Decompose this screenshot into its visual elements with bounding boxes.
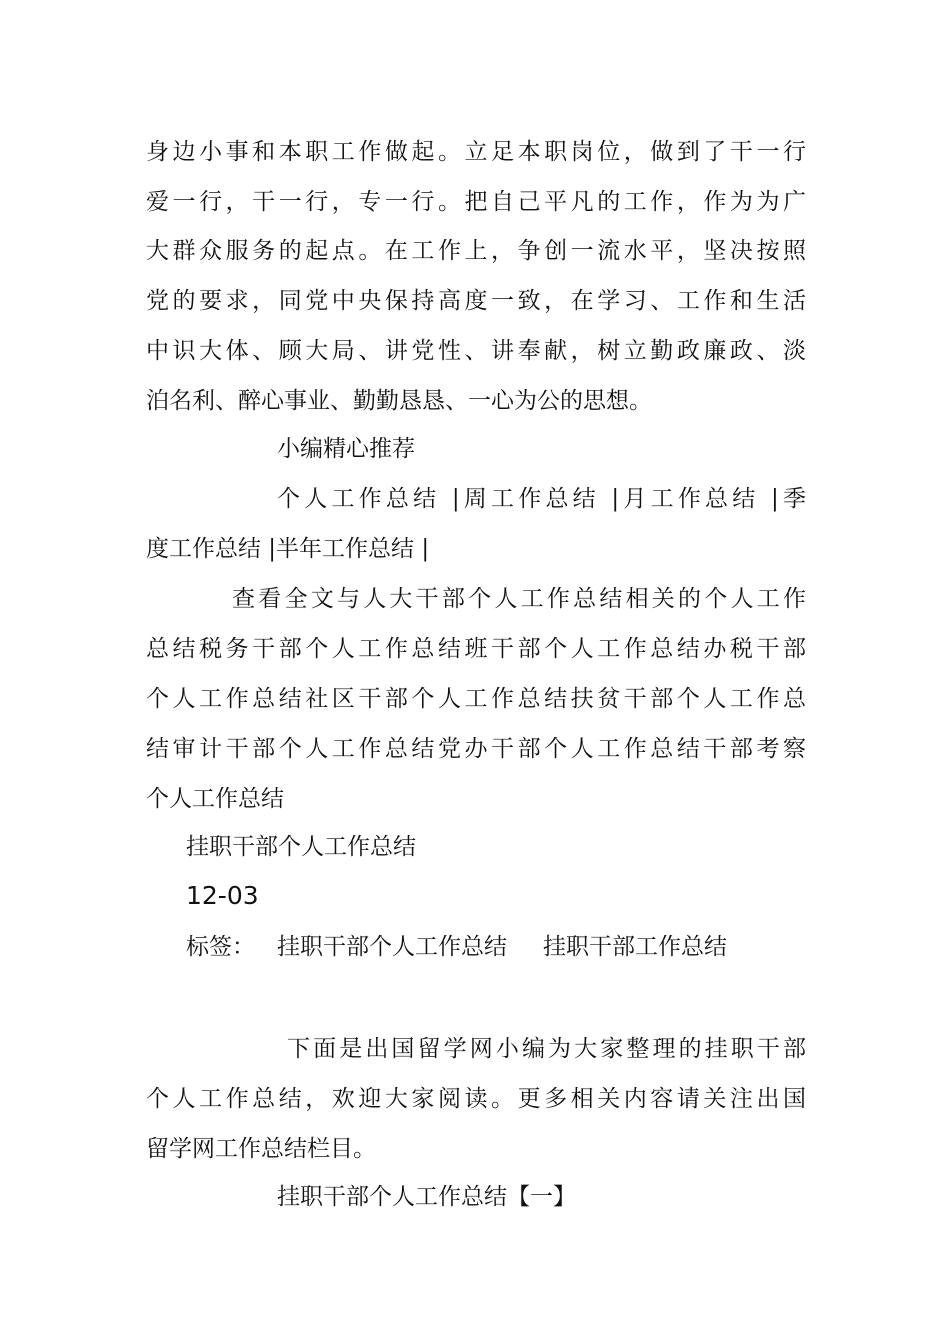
recommend-links[interactable]: 度工作总结 |半年工作总结 | <box>146 536 430 562</box>
related-text-line: 总结税务干部个人工作总结班干部个人工作总结办税干部 <box>146 636 806 662</box>
intro-text-line: 个人工作总结，欢迎大家阅读。更多相关内容请关注出国 <box>146 1086 806 1112</box>
related-text-line: 结审计干部个人工作总结党办干部个人工作总结干部考察 <box>146 736 806 762</box>
related-text-line: 个人工作总结 <box>146 786 284 812</box>
related-text-line: 个人工作总结社区干部个人工作总结扶贫干部个人工作总 <box>146 686 806 712</box>
intro-text-line: 留学网工作总结栏目。 <box>146 1136 376 1162</box>
article-title[interactable]: 挂职干部个人工作总结 <box>186 834 416 860</box>
tags-label: 标签： <box>186 934 255 960</box>
body-text-line: 大群众服务的起点。在工作上，争创一流水平，坚决按照 <box>146 238 806 264</box>
body-text-line: 爱一行，干一行，专一行。把自己平凡的工作，作为为广 <box>146 189 806 215</box>
section-heading: 挂职干部个人工作总结【一】 <box>277 1184 576 1210</box>
intro-text-line: 下面是出国留学网小编为大家整理的挂职干部 <box>287 1036 806 1062</box>
article-date: 12-03 <box>186 881 259 910</box>
related-text-line: 查看全文与人大干部个人工作总结相关的个人工作 <box>232 586 806 612</box>
recommend-links[interactable]: 个人工作总结 |周工作总结 |月工作总结 |季 <box>277 486 806 512</box>
body-text-line: 泊名利、醉心事业、勤勤恳恳、一心为公的思想。 <box>146 388 652 414</box>
recommend-heading: 小编精心推荐 <box>277 436 415 462</box>
body-text-line: 中识大体、顾大局、讲党性、讲奉献，树立勤政廉政、淡 <box>146 338 806 364</box>
body-text-line: 身边小事和本职工作做起。立足本职岗位，做到了干一行 <box>146 139 806 165</box>
tag-link[interactable]: 挂职干部工作总结 <box>543 934 727 960</box>
body-text-line: 党的要求，同党中央保持高度一致，在学习、工作和生活 <box>146 288 806 314</box>
tag-link[interactable]: 挂职干部个人工作总结 <box>277 934 507 960</box>
